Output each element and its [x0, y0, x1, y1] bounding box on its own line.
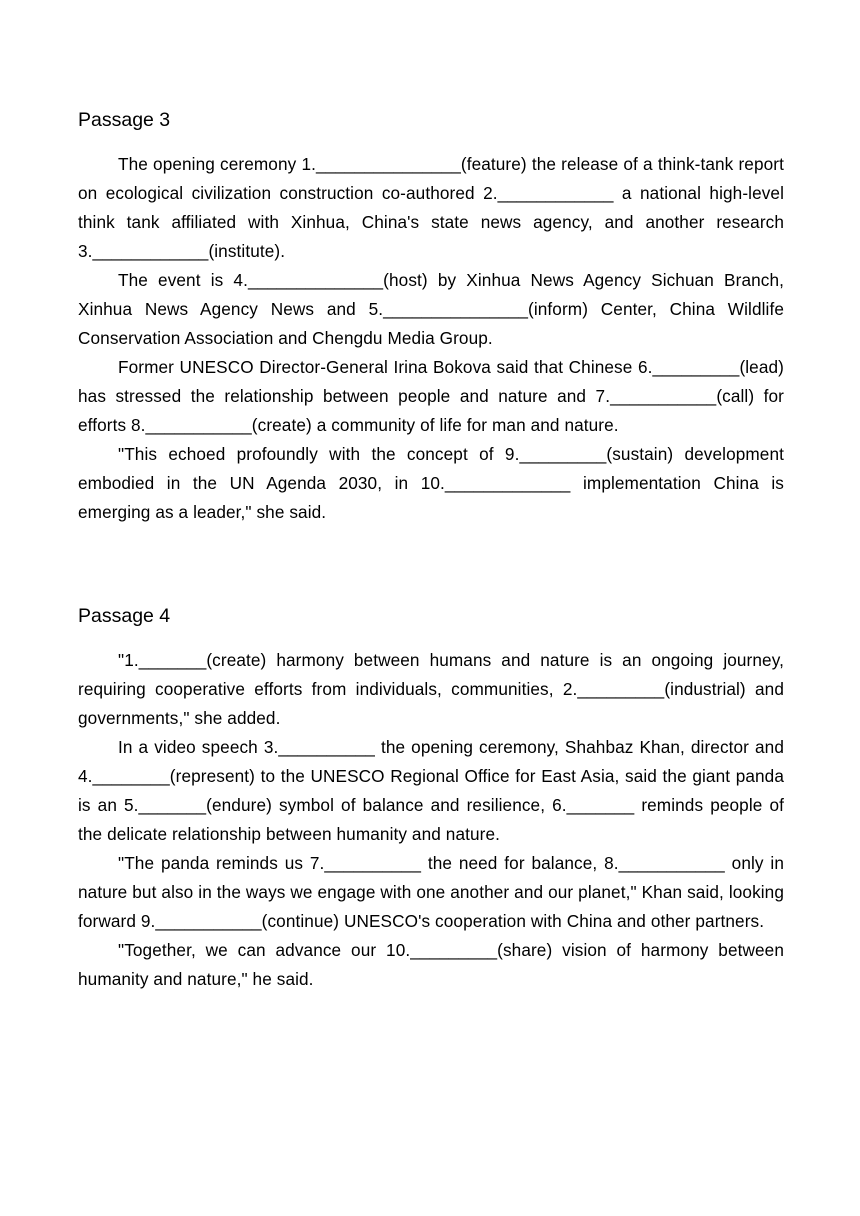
paragraph: The event is 4.______________(host) by Xinhua News Agency Sichuan Branch, Xinhua News Agency News and 5._______________(inform) Center, China Wildlife Conservation Association and Chengdu Media Group. [78, 270, 784, 348]
paragraph: The opening ceremony 1._______________(feature) the release of a think-tank report on ecological civilization construction co-authored 2.____________ a national high-level think tank affiliated with Xinhua, China's state news agency, and another research 3.____________(institute). [78, 154, 784, 261]
passage-title: Passage 3 [78, 109, 171, 131]
passage-4 [78, 603, 784, 994]
passage-body [78, 646, 784, 994]
passage-body [78, 150, 784, 527]
passage-title: Passage 4 [78, 605, 171, 627]
paragraph: "The panda reminds us 7.__________ the need for balance, 8.___________ only in nature but also in the ways we engage with one another and our planet," Khan said, looking forward 9.___________(continue) UNESCO's cooperation with China and other partners. [78, 853, 784, 931]
paragraph: "1._______(create) harmony between humans and nature is an ongoing journey, requiring cooperative efforts from individuals, communities, 2._________(industrial) and governments," she added. [78, 650, 784, 728]
paragraph: Former UNESCO Director-General Irina Bokova said that Chinese 6._________(lead) has stressed the relationship between people and nature and 7.___________(call) for efforts 8.___________(create) a community of life for man and nature. [78, 357, 784, 435]
paragraph: "This echoed profoundly with the concept of 9._________(sustain) development embodied in the UN Agenda 2030, in 10._____________ implementation China is emerging as a leader," she said. [78, 444, 784, 522]
passage-3 [78, 107, 784, 527]
paragraph: "Together, we can advance our 10._________(share) vision of harmony between humanity and nature," he said. [78, 940, 784, 989]
paragraph: In a video speech 3.__________ the opening ceremony, Shahbaz Khan, director and 4.________(represent) to the UNESCO Regional Office for East Asia, said the giant panda is an 5._______(endure) symbol of balance and resilience, 6._______ reminds people of the delicate relationship between humanity and nature. [78, 737, 784, 844]
